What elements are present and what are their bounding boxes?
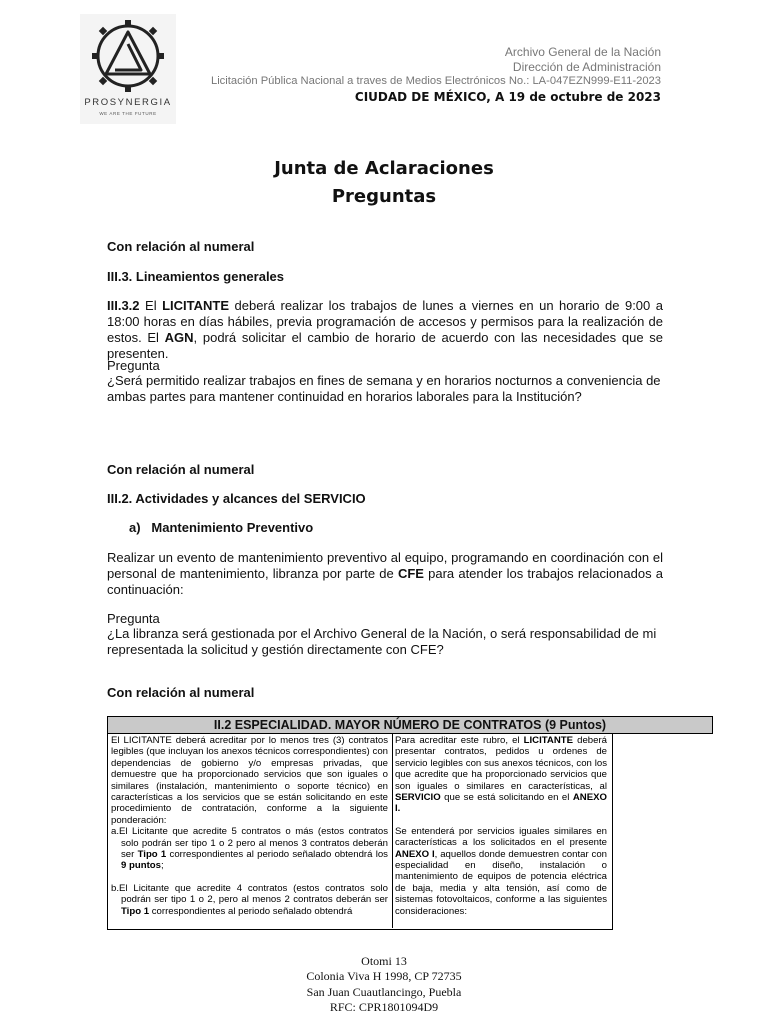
footer-city: San Juan Cuautlancingo, Puebla <box>306 985 462 999</box>
company-logo <box>80 14 176 124</box>
para-text: deberá presentar contratos, pedidos u ordenes de servicio legibles con sus anexos técnicos, con los que acredite que ha proporcionado servicios que son iguales o similares en características, al <box>395 735 607 792</box>
para-text: , aquellos donde demuestren contar con especialidad en diseño, instalación o mantenimiento de equipos de potencia eléctrica de baja, media y alta tensión, así como de sistemas fotovoltaicos, conforme a las siguientes consideraciones: <box>395 848 607 917</box>
para-text: Para acreditar este rubro, el <box>395 735 524 746</box>
header-tender-number: Licitación Pública Nacional a traves de Medios Electrónicos No.: LA-047EZN999-E11-2023 <box>210 75 661 87</box>
section3-relation: Con relación al numeral <box>107 685 255 700</box>
header-department: Dirección de Administración <box>512 60 661 74</box>
criteria-table-header: II.2 ESPECIALIDAD. MAYOR NÚMERO DE CONTRATOS (9 Puntos) <box>107 716 713 734</box>
table-left-cell <box>111 735 388 917</box>
section1-question-text: ¿Será permitido realizar trabajos en fines de semana y en horarios nocturnos a conveniencia de ambas partes para mantener continuidad en horarios laborales para la Institución? <box>107 373 661 404</box>
right-para-1 <box>395 735 607 815</box>
section2-relation: Con relación al numeral <box>107 462 255 477</box>
left-intro: El LICITANTE deberá acreditar por lo menos tres (3) contratos legibles (que incluyan los anexos técnicos correspondientes) con dependencias de gobierno y/o empresas privadas, que demuestre que ha proporcionado servicios que son iguales o similares (instalación, mantenimiento o soporte técnico) en características a los servicios que se están solicitando en este procedimiento de contratación, conforme a la siguiente ponderación: <box>111 735 388 826</box>
para-bold: SERVICIO <box>395 792 441 804</box>
item-bold: Tipo 1 <box>121 905 150 917</box>
para-bold: ANEXO I <box>395 848 435 860</box>
item-text: ; <box>160 860 164 872</box>
para-text: Se entenderá por servicios iguales similares en características a los solicitados en el presente <box>395 825 607 849</box>
footer-street: Otomi 13 <box>361 954 407 968</box>
section2-question-text: ¿La libranza será gestionada por el Archivo General de la Nación, o será responsabilidad de mi representada la solicitud y gestión directamente con CFE? <box>107 626 657 657</box>
right-para-2 <box>395 826 607 917</box>
section1-relation: Con relación al numeral <box>107 239 255 254</box>
clause-text: deberá realizar los trabajos de lunes a viernes en un horario de 9:00 a 18:00 horas en días hábiles, previa programación de accesos y permisos para la realización de estos. El <box>107 298 663 345</box>
section1-question-label: Pregunta <box>107 358 160 373</box>
section2-subheading: a) Mantenimiento Preventivo <box>129 520 314 535</box>
clause-bold: LICITANTE <box>162 298 230 313</box>
left-item-a <box>111 826 388 872</box>
clause-bold: AGN <box>164 330 194 345</box>
table-right-cell <box>395 735 607 917</box>
item-text: correspondientes al periodo señalado obtendrá los <box>166 849 388 861</box>
para-bold: LICITANTE <box>523 735 574 746</box>
section2-body <box>107 550 663 598</box>
section1-clause <box>107 298 663 362</box>
item-text: b.El Licitante que acredite 4 contratos (estos contratos solo podrán ser tipo 1 o 2, pero al menos 2 contratos deberán ser <box>111 882 388 906</box>
clause-text: , podrá solicitar el cambio de horario de acuerdo con las necesidades que se presenten. <box>107 330 663 361</box>
item-bold: 9 puntos <box>121 860 161 872</box>
section1-heading: III.3. Lineamientos generales <box>107 269 285 284</box>
item-text: correspondientes al periodo señalado obtendrá <box>149 905 353 917</box>
footer-colony: Colonia Viva H 1998, CP 72735 <box>306 969 462 983</box>
document-title: Junta de Aclaraciones <box>274 158 494 179</box>
para-text: que se está solicitando en el <box>440 792 573 804</box>
header-date: CIUDAD DE MÉXICO, A 19 de octubre de 2023 <box>354 90 661 104</box>
footer-rfc: RFC: CPR1801094D9 <box>329 1000 439 1014</box>
item-bold: Tipo 1 <box>137 849 167 861</box>
section2-heading: III.2. Actividades y alcances del SERVICIO <box>107 491 366 506</box>
left-item-b <box>111 883 388 917</box>
item-text: a.El Licitante que acredite 5 contratos o más (estos contratos solo podrán ser tipo 1 o 2 pero al menos 3 contratos deberán ser <box>111 826 388 861</box>
clause-text: El <box>139 298 163 313</box>
body-bold: CFE <box>397 566 424 581</box>
table-divider <box>392 734 393 928</box>
header-institution: Archivo General de la Nación <box>504 45 661 59</box>
logo-tagline: WE ARE THE FUTURE <box>99 111 157 116</box>
body-text: Realizar un evento de mantenimiento preventivo al equipo, programando en coordinación con el personal de mantenimiento, libranza por parte de <box>107 550 663 581</box>
section2-question-label: Pregunta <box>107 611 160 626</box>
spacer <box>111 872 388 883</box>
document-subtitle: Preguntas <box>331 186 437 207</box>
logo-name: PROSYNERGIA <box>84 97 172 108</box>
gear-triangle-icon <box>86 18 170 98</box>
para-bold: ANEXO I. <box>395 792 607 815</box>
clause-number: III.3.2 <box>107 298 140 313</box>
body-text: para atender los trabajos relacionados a continuación: <box>107 566 663 597</box>
spacer <box>395 815 607 826</box>
